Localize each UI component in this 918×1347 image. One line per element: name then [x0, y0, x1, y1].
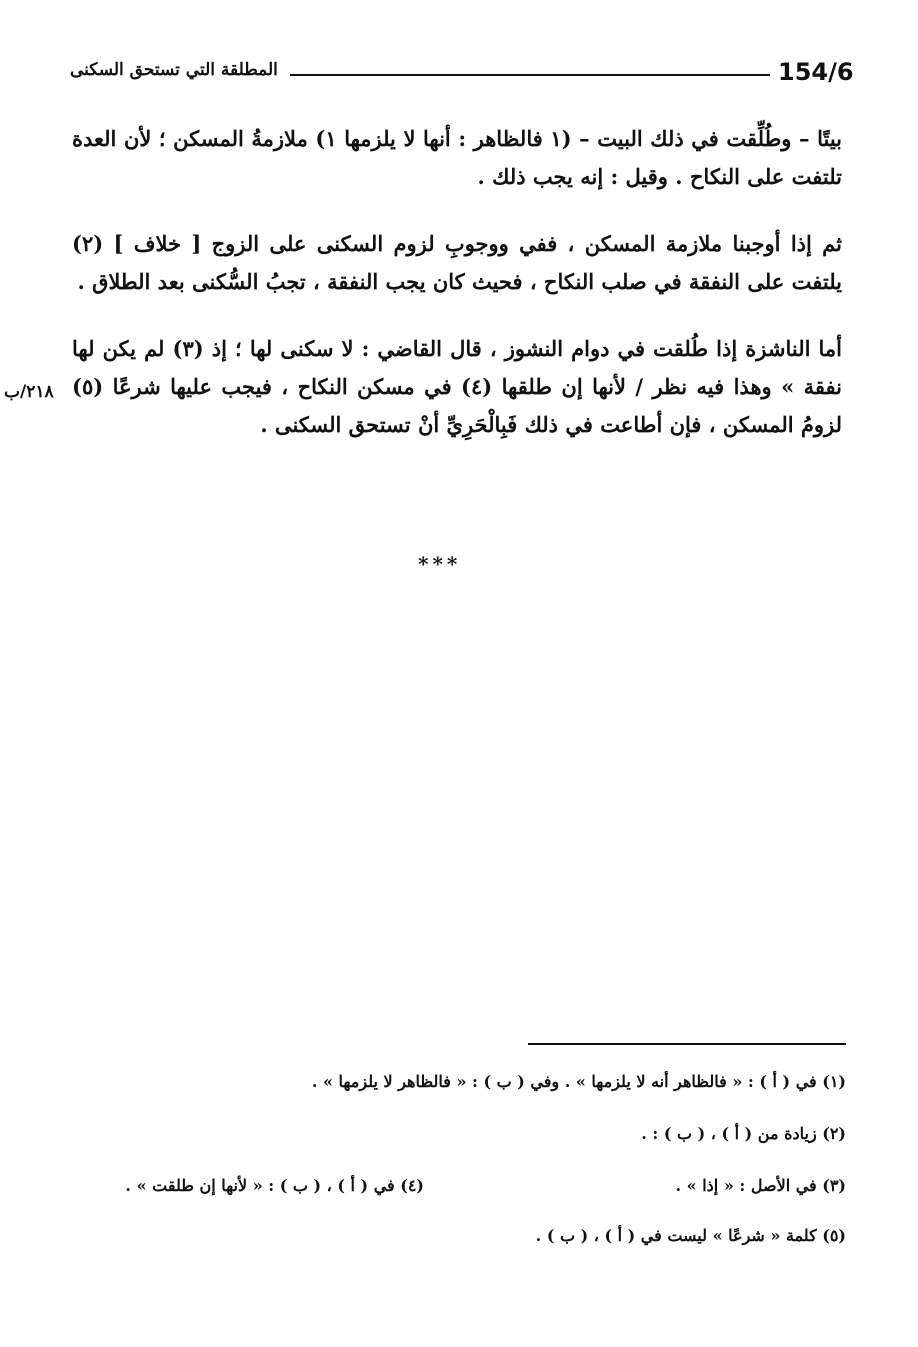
- margin-folio-note: ٢١٨/ب: [4, 382, 54, 402]
- footnote-rule: [528, 1043, 846, 1045]
- footnote-3: (٣) في الأصل : « إذا » .: [675, 1176, 846, 1195]
- running-title: المطلقة التي تستحق السكنى: [70, 60, 278, 80]
- body-paragraph-1: بيتًا – وطُلِّقت في ذلك البيت – (١ فالظاهر : أنها لا يلزمها ١) ملازمةُ المسكن ؛ لأن العدة تلتفت على النكاح . وقيل : إنه يجب ذلك .: [72, 126, 842, 189]
- footnote-1: (١) في ( أ ) : « فالظاهر أنه لا يلزمها » . وفي ( ب ) : « فالظاهر لا يلزمها » .: [311, 1072, 846, 1091]
- footnote-2: (٢) زيادة من ( أ ) ، ( ب ) : .: [641, 1124, 846, 1143]
- header-rule: [290, 74, 770, 76]
- footnote-5: (٥) كلمة « شرعًا » ليست في ( أ ) ، ( ب ) .: [535, 1226, 846, 1245]
- body-paragraph-2: ثم إذا أوجبنا ملازمة المسكن ، ففي ووجوبِ لزوم السكنى على الزوج [ خلاف ] (٢) يلتفت على النفقة في صلب النكاح ، فحيث كان يجب النفقة ، تجبُ السُّكنى بعد الطلاق .: [72, 231, 842, 294]
- section-divider: ***: [418, 552, 462, 576]
- footnote-4: (٤) في ( أ ) ، ( ب ) : « لأنها إن طلقت » .: [125, 1176, 424, 1195]
- page-number: 154/6: [778, 58, 854, 86]
- body-paragraph-3: أما الناشزة إذا طُلقت في دوام النشوز ، قال القاضي : لا سكنى لها ؛ إذ (٣) لم يكن لها نفقة » وهذا فيه نظر / لأنها إن طلقها (٤) في مسكن النكاح ، فيجب عليها شرعًا (٥) لزومُ المسكن ، فإن أطاعت في ذلك فَبِالْحَرِيِّ أنْ تستحق السكنى .: [72, 336, 842, 437]
